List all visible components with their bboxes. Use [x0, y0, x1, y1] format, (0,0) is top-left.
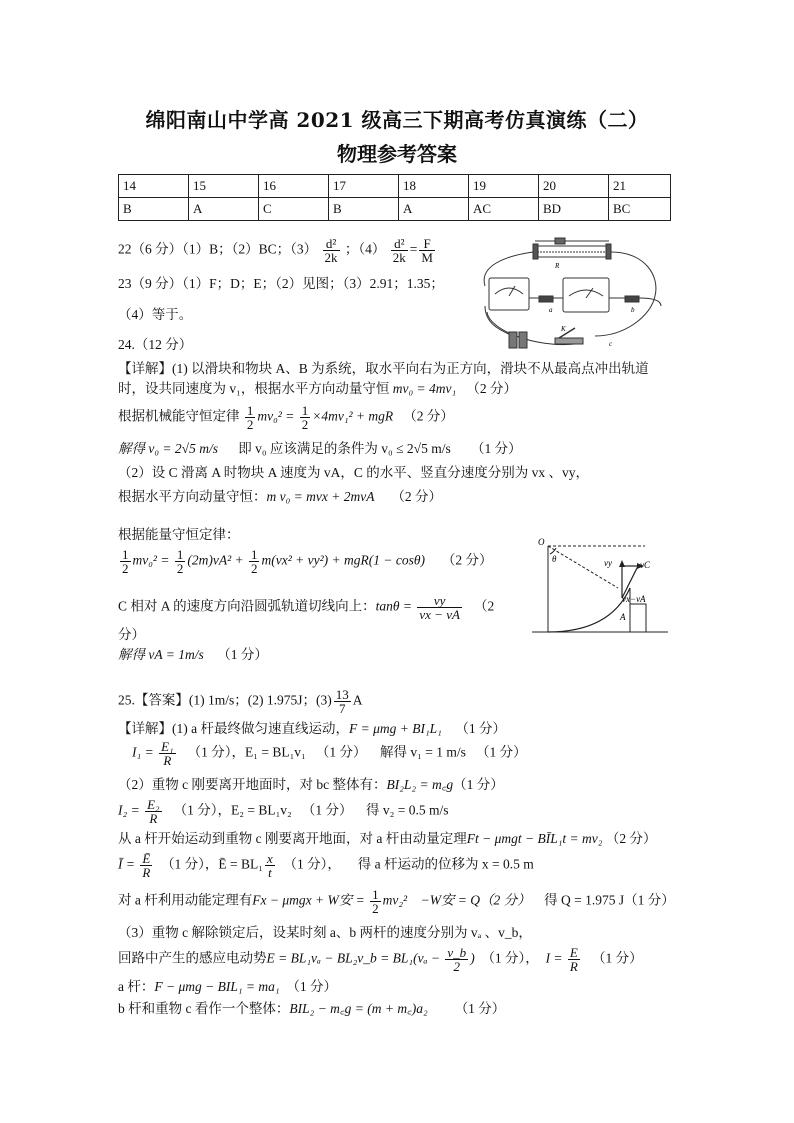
q24-line-4: [118, 440, 522, 458]
q25-line-2: [118, 720, 506, 738]
frac-num: 1: [246, 403, 254, 418]
text-span: A: [352, 692, 363, 708]
label-c: c: [609, 340, 613, 348]
q24-line-3: [118, 404, 454, 431]
fraction-half: [120, 548, 131, 575]
frac-den: 2k: [324, 250, 338, 265]
q24-line-11: [118, 646, 268, 664]
fraction-half: [300, 404, 311, 431]
equation: BIL₂ − m꜀g = (m + m꜀)a₂: [289, 1001, 428, 1016]
equation: Fx − μmgx + W安 =: [252, 892, 369, 908]
frac-num: 13: [335, 687, 349, 702]
equation: E = BL₁vₐ − BL₂v_b = BL₁(vₐ −: [266, 950, 444, 966]
circuit-diagram-figure: [475, 236, 670, 354]
score: （1 分）: [470, 441, 522, 456]
q24-line-9: [118, 594, 494, 621]
equation: mv₀ = 4mv₁: [392, 381, 457, 396]
equation: BI₂L₂ = m꜀g: [386, 777, 454, 792]
frac-num: 1: [250, 547, 258, 562]
frac-den: 2: [372, 901, 379, 916]
table-row-answers: [119, 198, 671, 221]
text-span: 25.【答案】(1) 1m/s；(2) 1.975J；(3): [118, 692, 332, 708]
equation: （1 分），E₁ = BL₁v₁: [187, 744, 306, 760]
score: （2 分）: [441, 552, 493, 568]
q25-line-12: [118, 1000, 505, 1018]
q23-line-1: 23（9 分）（1）F；D；E；（2）见图；（3）2.91；1.35；: [118, 276, 444, 291]
label-r: R: [555, 262, 560, 270]
label-b: b: [631, 306, 635, 314]
equation: I₁ =: [132, 744, 158, 760]
score: （1 分）: [455, 721, 506, 736]
score: （2: [474, 598, 495, 614]
frac-den: 2: [250, 561, 258, 576]
q22-fraction-1: [323, 237, 340, 264]
score: （1 分）: [592, 950, 643, 966]
frac-num: d²: [323, 237, 340, 251]
table-cell: BD: [539, 198, 609, 221]
document-subtitle: 物理参考答案: [337, 142, 457, 166]
text-span: b 杆和重物 c 看作一个整体：: [118, 1001, 290, 1016]
q25-line-5: [118, 798, 448, 825]
equation: ): [470, 950, 475, 966]
score: （2 分）: [391, 489, 442, 504]
score: （1 分）: [475, 744, 527, 760]
text-span: 即 v₀ 应该满足的条件为 v₀ ≤ 2√5 m/s: [238, 441, 451, 456]
table-cell: 14: [119, 175, 189, 198]
frac-num: E: [569, 945, 578, 960]
q22-mid: ；（4）: [344, 241, 386, 257]
frac-num: 1: [372, 887, 379, 902]
frac-den: 2: [453, 959, 461, 974]
score: （1 分）: [217, 647, 268, 662]
block-a: [630, 604, 646, 632]
table-cell: C: [259, 198, 329, 221]
table-row-numbers: [119, 175, 671, 198]
score: （2 分）: [605, 831, 657, 846]
label-a: A: [620, 612, 626, 622]
frac-den: 2: [301, 417, 309, 432]
frac-den: 2k: [392, 250, 406, 265]
table-cell: 19: [469, 175, 539, 198]
text-span: 回路中产生的感应电动势: [118, 950, 267, 966]
table-cell: B: [119, 198, 189, 221]
q22-prefix: 22（6 分）（1）B；（2）BC；（3）: [118, 241, 318, 257]
score: （2 分）: [403, 408, 454, 424]
equation: ×4mv₁² + mgR: [312, 408, 394, 424]
q25-line-3: [132, 740, 527, 767]
q24-line-5: （2）设 C 滑离 A 时物块 A 速度为 vA，C 的水平、竖直分速度分别为 vx 、vy，: [118, 465, 590, 480]
equation: m v₀ = mvx + 2mvA: [266, 489, 375, 504]
fraction-tan: [417, 594, 462, 621]
q25-line-11: [118, 978, 337, 996]
frac-num: d²: [391, 237, 408, 251]
frac-den: 2: [246, 417, 254, 432]
equation: Ft − μmgt − BĪL₁t = mv₂: [466, 831, 603, 846]
frac-den: 2: [122, 561, 129, 576]
equation: F = μmg + BI₁L₁: [348, 721, 442, 736]
fraction-half: [175, 548, 186, 575]
equation: Ī =: [118, 856, 139, 872]
score: （1 分）: [286, 979, 337, 994]
label-vy: vy: [604, 558, 612, 568]
equation: −W安 = Q（2 分）: [420, 892, 531, 908]
fraction: [445, 946, 468, 973]
q24-line-6: [118, 488, 442, 506]
equation: tanθ =: [375, 598, 416, 614]
q24-line-1: 【详解】(1) 以滑块和物块 A、B 为系统，取水平向右为正方向，滑块不从最高点冲出轨道: [118, 361, 649, 376]
equation: 得 v₂ = 0.5 m/s: [366, 802, 449, 818]
score: （1 分）: [453, 777, 504, 792]
frac-den: 7: [338, 701, 346, 716]
fraction: [265, 852, 275, 879]
table-cell: B: [329, 198, 399, 221]
table-cell: 20: [539, 175, 609, 198]
q25-line-6: [118, 830, 656, 848]
equation: 解得 vA = 1m/s: [118, 647, 204, 662]
text-span: 对 a 杆利用动能定理有: [118, 892, 253, 908]
q24-line-7: 根据能量守恒定律：: [118, 527, 240, 542]
frac-num: x: [267, 851, 273, 866]
q23-line-2: （4）等于。: [118, 307, 193, 322]
table-cell: 16: [259, 175, 329, 198]
table-cell: 21: [609, 175, 671, 198]
fraction: [145, 798, 161, 825]
frac-num: v_b: [447, 945, 467, 960]
table-cell: 15: [189, 175, 259, 198]
table-cell: AC: [469, 198, 539, 221]
q25-line-10: [118, 946, 643, 973]
equation: I₂ =: [118, 802, 144, 818]
equation: mv₀² =: [257, 408, 298, 424]
q25-line-1: [118, 688, 362, 715]
q22-fraction-3: [419, 237, 435, 264]
equation: 解得 v₁ = 1 m/s: [380, 744, 466, 760]
text-span: 从 a 杆开始运动到重物 c 刚要离开地面，对 a 杆由动量定理: [118, 831, 467, 846]
fraction: [568, 946, 580, 973]
document-title: 绵阳南山中学高 2021 级高三下期高考仿真演练（二）: [145, 108, 649, 132]
score: （1 分）: [315, 744, 367, 760]
frac-den: R: [569, 959, 578, 974]
table-cell: A: [189, 198, 259, 221]
equation: F − μmg − BIL₁ = ma₁: [154, 979, 280, 994]
q22-fraction-2: [391, 237, 408, 264]
frac-den: vx − vA: [419, 607, 460, 622]
equation: mv₀² =: [132, 552, 173, 568]
fraction: [159, 740, 175, 767]
equation: 解得 v₀ = 2√5 m/s: [118, 441, 218, 456]
q25-line-8: [118, 888, 675, 915]
frac-num: 1: [176, 547, 184, 562]
label-vc: vC: [640, 560, 650, 570]
text-span: 得 a 杆运动的位移为 x = 0.5 m: [357, 856, 534, 872]
text-span: C 相对 A 的速度方向沿圆弧轨道切线向上：: [118, 598, 376, 614]
label-a: a: [549, 306, 553, 314]
fraction-half: [370, 888, 381, 915]
text-span: a 杆：: [118, 979, 155, 994]
frac-num: 1: [301, 403, 309, 418]
q22-line: [118, 237, 437, 264]
frac-num: E₂: [147, 797, 160, 812]
fraction: [140, 852, 152, 879]
answer-table: [118, 174, 671, 221]
equation: （1 分），E₂ = BL₁v₂: [173, 802, 292, 818]
frac-den: 2: [176, 561, 184, 576]
equation: I =: [545, 950, 566, 966]
text-span: 时，设共同速度为 v₁，根据水平方向动量守恒: [118, 381, 393, 396]
label-o: O: [538, 537, 545, 547]
q22-equals: =: [409, 241, 418, 257]
equation: （1 分），Ē = BL₁: [161, 856, 264, 872]
text-span: （2）重物 c 刚要离开地面时，对 bc 整体有：: [118, 777, 387, 792]
text-span: 根据机械能守恒定律: [118, 408, 243, 424]
frac-den: t: [268, 865, 272, 880]
label-k: K: [561, 325, 566, 333]
score: （1 分），: [481, 950, 539, 966]
text-span: 得 Q = 1.975 J（1 分）: [544, 892, 675, 908]
q24-heading: 24.（12 分）: [118, 337, 193, 352]
q25-line-7: [118, 852, 534, 879]
frac-num: E₁: [161, 739, 174, 754]
frac-den: R: [163, 753, 172, 768]
label-theta: θ: [552, 554, 557, 564]
q24-line-2: [118, 380, 517, 398]
equation: (2m)vA² +: [187, 552, 247, 568]
fraction-half: [249, 548, 260, 575]
table-cell: 18: [399, 175, 469, 198]
table-cell: 17: [329, 175, 399, 198]
label-vx-minus-va: vx−vA: [622, 594, 646, 604]
q24-line-10: 分）: [118, 627, 145, 642]
q24-line-8: [118, 548, 492, 575]
q25-line-9: （3）重物 c 解除锁定后，设某时刻 a、b 两杆的速度分别为 vₐ 、v_b，: [118, 925, 532, 940]
text-span: 【详解】(1) a 杆最终做匀速直线运动，: [118, 721, 349, 736]
fraction-half: [245, 404, 256, 431]
q25-line-4: [118, 776, 504, 794]
frac-den: R: [149, 811, 158, 826]
text-span: 根据水平方向动量守恒：: [118, 489, 267, 504]
frac-num: Ē: [142, 851, 151, 866]
table-cell: BC: [609, 198, 671, 221]
score: （1 分）: [301, 802, 353, 818]
equation: mv₂²: [382, 892, 408, 908]
equation: m(vx² + vy²) + mgR(1 − cosθ): [261, 552, 425, 568]
frac-num: 1: [122, 547, 129, 562]
fraction: [334, 688, 351, 715]
score: （1 分）: [454, 1001, 506, 1016]
table-cell: A: [399, 198, 469, 221]
score: （2 分）: [466, 381, 517, 396]
frac-den: R: [142, 865, 151, 880]
frac-num: F: [419, 237, 435, 251]
score: （1 分），: [283, 856, 341, 872]
frac-num: vy: [417, 594, 462, 608]
track-diagram-figure: [530, 536, 670, 638]
frac-den: M: [421, 250, 433, 265]
